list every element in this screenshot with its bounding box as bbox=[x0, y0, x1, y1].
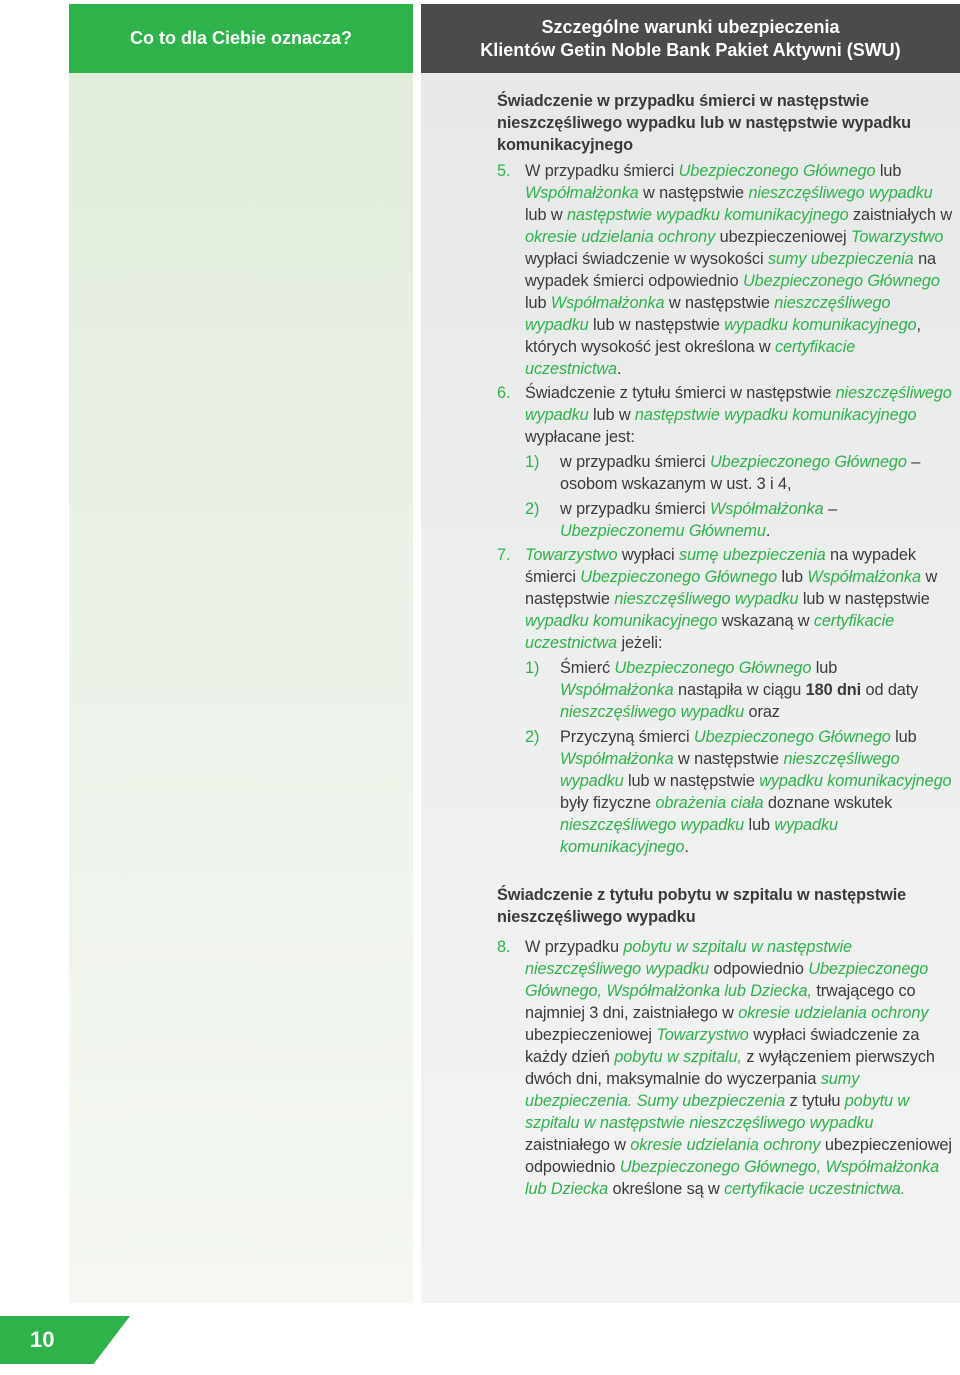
page-number: 10 bbox=[30, 1327, 55, 1352]
document-content bbox=[497, 90, 955, 1200]
clause-number: 8. bbox=[497, 938, 511, 956]
right-header-title-line1: Szczególne warunki ubezpieczenia bbox=[541, 16, 840, 37]
clause-5 bbox=[497, 160, 955, 380]
clause-7-point-1: 1) Śmierć Ubezpieczonego Głównego lub Współmałżonka nastąpiła w ciągu 180 dni od daty nieszczęśliwego wypadku oraz bbox=[525, 659, 919, 721]
clause-number: 6. bbox=[497, 384, 511, 402]
clause-text: W przypadku śmierci Ubezpieczonego Głównego lub Współmałżonka w następstwie nieszczęśliwego wypadku lub w następstwie wypadku komunikacyjnego zaistniałych w okresie udzielania ochrony ubezpieczeniowej Towarzystwo wypłaci świadczenie w wysokości sumy ubezpieczenia na wypadek śmierci odpowiednio Ubezpieczonego Głównego lub Współmałżonka w następstwie nieszczęśliwego wypadku lub w następstwie wypadku komunikacyjnego, których wysokość jest określona w certyfikacie uczestnictwa. bbox=[525, 162, 952, 378]
clause-6-point-1: 1) w przypadku śmierci Ubezpieczonego Głównego – osobom wskazanym w ust. 3 i 4, bbox=[525, 453, 921, 493]
clause-text: Świadczenie z tytułu śmierci w następstwie nieszczęśliwego wypadku lub w następstwie wypadku komunikacyjnego wypłacane jest: 1) w przypadku śmierci Ubezpieczonego Głównego – osobom wskazanym w ust. 3 i 4, 2) w przypadku śmierci Współmałżonka – Ubezpieczonemu Głównemu. bbox=[525, 382, 955, 542]
right-header-title-line2: Klientów Getin Noble Bank Pakiet Aktywni (SWU) bbox=[480, 39, 901, 60]
clause-text: Towarzystwo wypłaci sumę ubezpieczenia na wypadek śmierci Ubezpieczonego Głównego lub Współmałżonka w następstwie nieszczęśliwego wypadku lub w następstwie wypadku komunikacyjnego wskazaną w certyfikacie uczestnictwa jeżeli: 1) Śmierć Ubezpieczonego Głównego lub Współmałżonka nastąpiła w ciągu 180 dni od daty nieszczęśliwego wypadku oraz 2) Przyczyną śmierci Ubezpieczonego Głównego lub Współmałżonka w następstwie nieszczęśliwego wypadku lub w następstwie wypadku komunikacyjnego były fizyczne obrażenia ciała doznane wskutek nieszczęśliwego wypadku lub wypadku komunikacyjnego. bbox=[525, 544, 955, 858]
left-header-title: Co to dla Ciebie oznacza? bbox=[129, 28, 353, 48]
clause-number: 7. bbox=[497, 546, 511, 564]
clause-text: W przypadku pobytu w szpitalu w następstwie nieszczęśliwego wypadku odpowiednio Ubezpieczonego Głównego, Współmałżonka lub Dziecka, trwającego co najmniej 3 dni, zaistniałego w okresie udzielania ochrony ubezpieczeniowej Towarzystwo wypłaci świadczenie za każdy dzień pobytu w szpitalu, z wyłączeniem pierwszych dwóch dni, maksymalnie do wyczerpania sumy ubezpieczenia. Sumy ubezpieczenia z tytułu pobytu w szpitalu w następstwie nieszczęśliwego wypadku zaistniałego w okresie udzielania ochrony ubezpieczeniowej odpowiednio Ubezpieczonego Głównego, Współmałżonka lub Dziecka określone są w certyfikacie uczestnictwa. bbox=[525, 938, 952, 1198]
clause-6 bbox=[497, 382, 955, 542]
left-column-header bbox=[69, 4, 413, 73]
clause-8 bbox=[497, 936, 955, 1200]
page-number-tab bbox=[0, 1316, 130, 1364]
left-column-panel bbox=[69, 73, 413, 1303]
right-column-header bbox=[421, 4, 960, 73]
clause-6-point-2: 2) w przypadku śmierci Współmałżonka – Ubezpieczonemu Głównemu. bbox=[525, 500, 838, 540]
section-death-title: Świadczenie w przypadku śmierci w następstwie nieszczęśliwego wypadku lub w następstwie wypadku komunikacyjnego bbox=[497, 92, 912, 154]
section-hospital-title: Świadczenie z tytułu pobytu w szpitalu w następstwie nieszczęśliwego wypadku bbox=[497, 886, 907, 926]
clause-7 bbox=[497, 544, 955, 858]
clause-7-point-2: 2) Przyczyną śmierci Ubezpieczonego Głównego lub Współmałżonka w następstwie nieszczęśliwego wypadku lub w następstwie wypadku komunikacyjnego były fizyczne obrażenia ciała doznane wskutek nieszczęśliwego wypadku lub wypadku komunikacyjnego. bbox=[525, 728, 952, 856]
clause-number: 5. bbox=[497, 162, 511, 180]
